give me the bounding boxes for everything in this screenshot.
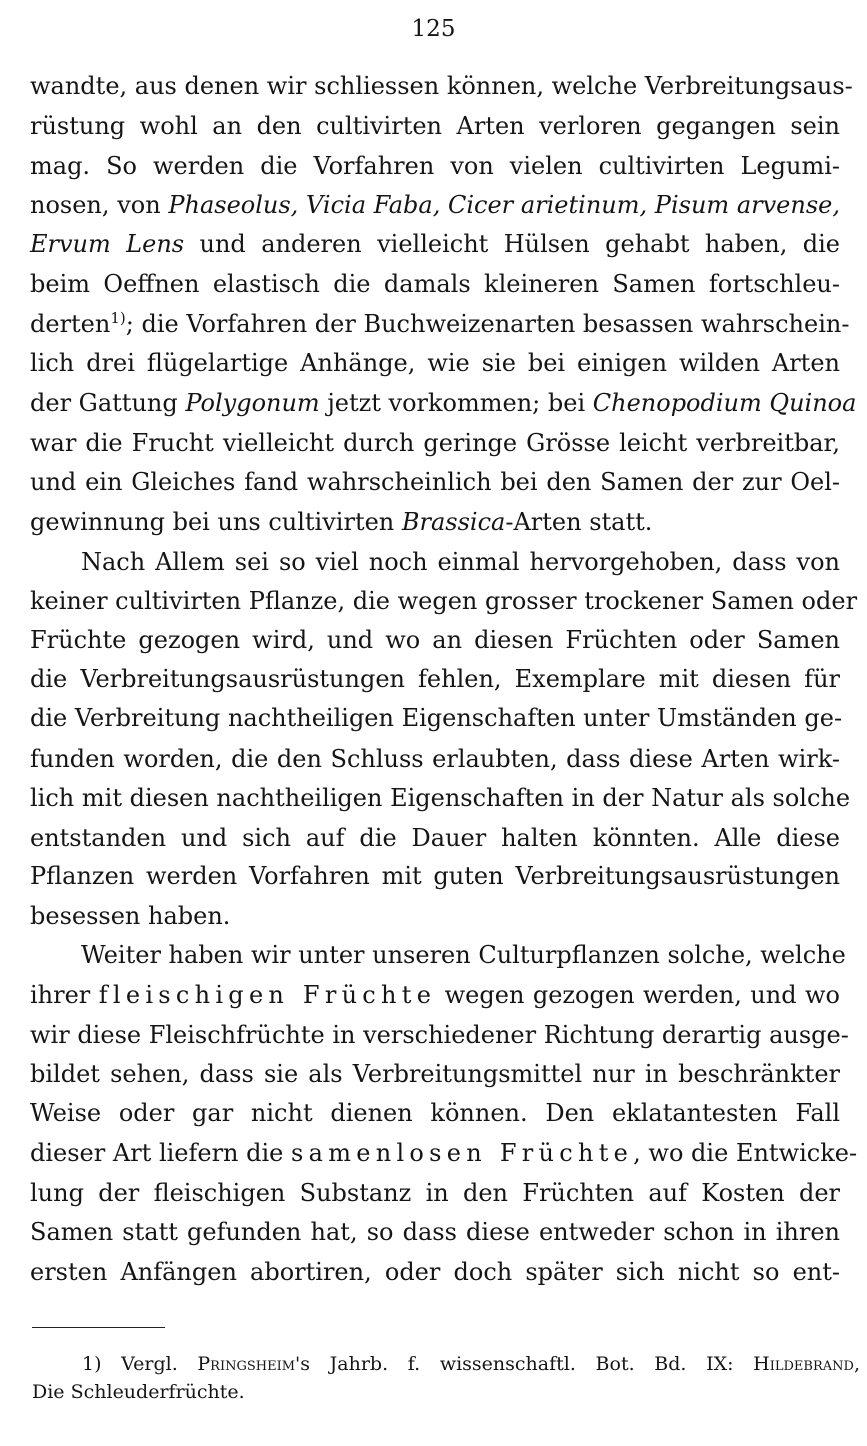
spaced-emphasis: fleischigen Früchte <box>98 981 437 1009</box>
text-line: Pflanzen werden Vorfahren mit guten Verbreitungsausrüstungen <box>30 862 840 890</box>
text-line: lich mit diesen nachtheiligen Eigenschaften in der Natur als solche <box>30 784 851 812</box>
text-run: -Arten statt. <box>505 508 653 536</box>
italic-text: Polygonum <box>185 389 320 417</box>
text-run: ihrer <box>30 981 99 1009</box>
text-run: der Gattung <box>30 389 186 417</box>
text-line <box>30 504 840 540</box>
author-name: Pringsheim <box>197 1353 296 1375</box>
footnote-line <box>82 1350 860 1378</box>
text-line <box>30 977 840 1013</box>
text-line <box>30 385 857 421</box>
text-line: Weiter haben wir unter unseren Culturpflanzen solche, welche <box>81 941 846 969</box>
text-run: ; die Vorfahren der Buchweizenarten besassen wahrschein- <box>125 310 850 338</box>
text-line: Nach Allem sei so viel noch einmal hervorgehoben, dass von <box>81 548 840 576</box>
text-run: , wo die Entwicke- <box>633 1139 858 1167</box>
text-line: war die Frucht vielleicht durch geringe Grösse leicht verbreitbar, <box>30 429 840 457</box>
italic-text: Chenopodium Quinoa <box>592 389 857 417</box>
text-line: die Verbreitung nachtheiligen Eigenschaften unter Umständen ge- <box>30 704 843 732</box>
footnote-reference[interactable]: 1) <box>110 309 126 327</box>
text-run: 1) Vergl. <box>82 1353 198 1375</box>
text-line <box>30 306 850 342</box>
text-line: Weise oder gar nicht dienen können. Den eklatantesten Fall <box>30 1099 840 1127</box>
text-line: entstanden und sich auf die Dauer halten könnten. Alle diese <box>30 824 840 852</box>
text-line: mag. So werden die Vorfahren von vielen cultivirten Legumi- <box>30 152 840 180</box>
text-run: 's Jahrb. f. wissenschaftl. Bot. Bd. IX: <box>295 1353 754 1375</box>
italic-text: Phaseolus, Vicia Faba, Cicer arietinum, Pisum arvense, <box>168 191 840 219</box>
text-run: , <box>853 1353 860 1375</box>
spaced-emphasis: samenlosen Früchte <box>291 1139 634 1167</box>
text-run: jetzt vorkommen; bei <box>319 389 593 417</box>
text-line: bildet sehen, dass sie als Verbreitungsmittel nur in beschränkter <box>30 1060 840 1088</box>
text-line <box>30 226 840 262</box>
text-line: lich drei flügelartige Anhänge, wie sie bei einigen wilden Arten <box>30 349 840 377</box>
text-line: Früchte gezogen wird, und wo an diesen Früchten oder Samen <box>30 626 840 654</box>
text-line: keiner cultivirten Pflanze, die wegen grosser trockener Samen oder <box>30 587 858 615</box>
text-run: derten <box>30 310 111 338</box>
text-run: nosen, von <box>30 191 169 219</box>
italic-text: Ervum Lens <box>30 230 185 258</box>
text-line: ersten Anfängen abortiren, oder doch später sich nicht so ent- <box>30 1258 840 1286</box>
text-line: die Verbreitungsausrüstungen fehlen, Exemplare mit diesen für <box>30 665 840 693</box>
page-number: 125 <box>411 16 456 42</box>
text-line: und ein Gleiches fand wahrscheinlich bei den Samen der zur Oel- <box>30 468 840 496</box>
text-run: wegen gezogen werden, und wo <box>436 981 840 1009</box>
text-run: dieser Art liefern die <box>30 1139 292 1167</box>
text-run: gewinnung bei uns cultivirten <box>30 508 402 536</box>
text-line: beim Oeffnen elastisch die damals kleineren Samen fortschleu- <box>30 270 840 298</box>
italic-text: Brassica <box>401 508 506 536</box>
text-line: wandte, aus denen wir schliessen können, welche Verbreitungsaus- <box>30 72 853 100</box>
text-line: lung der fleischigen Substanz in den Früchten auf Kosten der <box>30 1179 840 1207</box>
text-line <box>30 1135 858 1171</box>
text-line: besessen haben. <box>30 902 231 930</box>
author-name: Hildebrand <box>753 1353 854 1375</box>
text-line <box>30 187 840 223</box>
text-line: funden worden, die den Schluss erlaubten, dass diese Arten wirk- <box>30 745 840 773</box>
text-line: wir diese Fleischfrüchte in verschiedener Richtung derartig ausge- <box>30 1021 849 1049</box>
text-line: Samen statt gefunden hat, so dass diese entweder schon in ihren <box>30 1218 840 1246</box>
text-line: rüstung wohl an den cultivirten Arten verloren gegangen sein <box>30 112 840 140</box>
footnote-divider <box>32 1327 165 1328</box>
footnote-line: Die Schleuderfrüchte. <box>32 1381 245 1403</box>
text-run: und anderen vielleicht Hülsen gehabt haben, die <box>184 230 840 258</box>
